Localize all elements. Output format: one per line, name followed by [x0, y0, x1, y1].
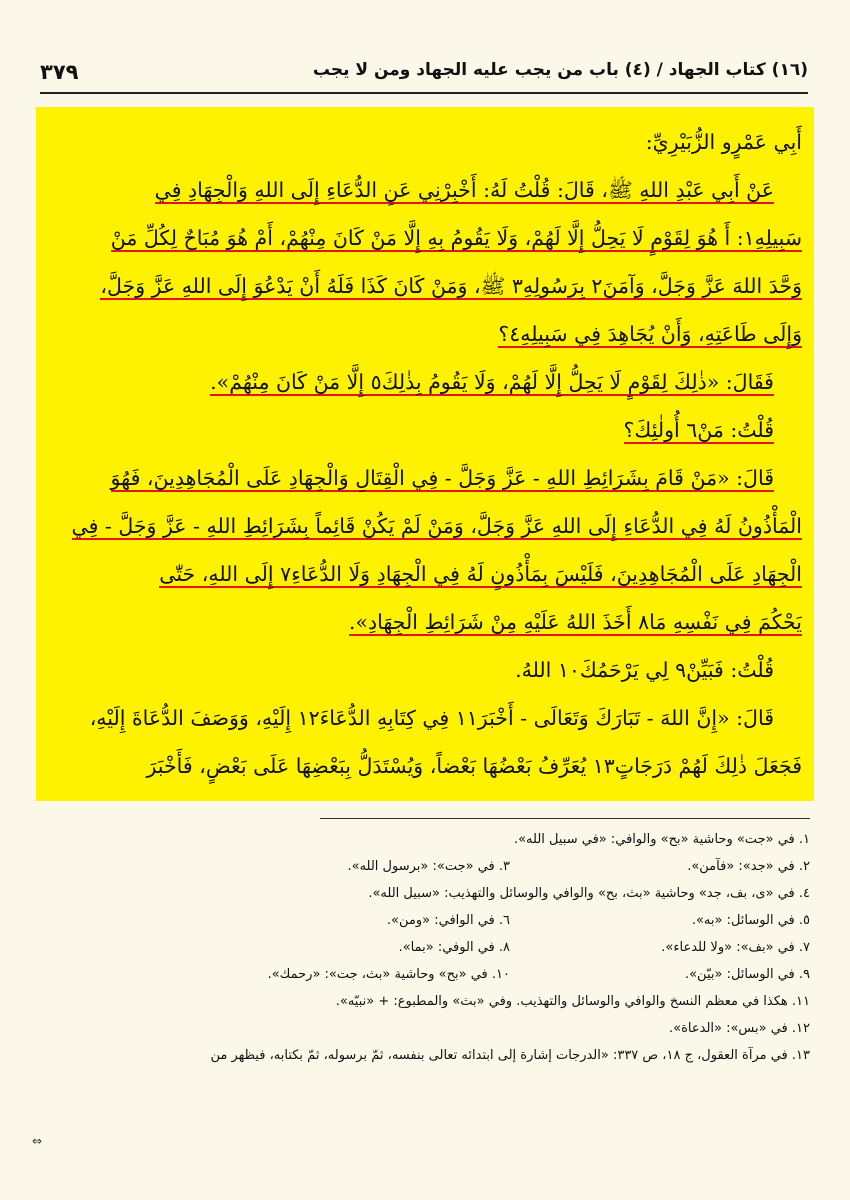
footnote-row — [40, 934, 810, 961]
footnote-row — [40, 1015, 810, 1042]
page-header — [40, 60, 808, 92]
footnote-row — [40, 907, 810, 934]
text-line-wrap — [50, 166, 802, 214]
footnote-row — [40, 880, 810, 907]
header-divider — [40, 92, 808, 94]
underlined-text-line: قَالَ: «مَنْ قَامَ بِشَرَائِطِ اللهِ - عَزَّ وَجَلَّ - فِي الْقِتَالِ وَالْجِهَادِ عَلَى الْمُجَاهِدِينَ، فَهُوَ — [110, 466, 774, 490]
footnote-7: ٧. في «بف»: «ولا للدعاء». — [661, 940, 810, 955]
footnote-2: ٢. في «جد»: «فآمن». — [687, 859, 810, 874]
underlined-text-line: سَبِيلِهِ١: أَ هُوَ لِقَوْمٍ لَا يَحِلُّ إِلَّا لَهُمْ، وَلَا يَقُومُ بِهِ إِلَّا مَنْ كَانَ مِنْهُمْ، أَمْ هُوَ مُبَاحٌ لِكُلِّ مَنْ — [110, 226, 802, 250]
underlined-text-line: يَحْكُمَ فِي نَفْسِهِ مَا٨ أَخَذَ اللهُ عَلَيْهِ مِنْ شَرَائِطِ الْجِهَادِ». — [348, 610, 802, 634]
footnote-12: ١٢. في «بس»: «الدعاة». — [669, 1021, 810, 1036]
hadith-text — [50, 118, 802, 790]
underlined-text-line: الْمَأْذُونُ لَهُ فِي الدُّعَاءِ إِلَى اللهِ عَزَّ وَجَلَّ، وَمَنْ لَمْ يَكُنْ قَائِماً بِشَرَائِطِ اللهِ - عَزَّ وَجَلَّ - فِي — [71, 514, 802, 538]
text-line: فَجَعَلَ ذٰلِكَ لَهُمْ دَرَجَاتٍ١٣ يُعَرِّفُ بَعْضُهَا بَعْضاً، وَيُسْتَدَلُّ بِبَعْضِهَا عَلَى بَعْضٍ، فَأَخْبَرَ — [146, 754, 802, 778]
text-line-wrap — [50, 454, 802, 502]
underlined-text-line: فَقَالَ: «ذٰلِكَ لِقَوْمٍ لَا يَحِلُّ إِلَّا لَهُمْ، وَلَا يَقُومُ بِذٰلِكَ٥ إِلَّا مَنْ كَانَ مِنْهُمْ». — [210, 370, 774, 394]
text-line-wrap — [50, 262, 802, 310]
footnote-13: ١٣. في مرآة العقول، ج ١٨، ص ٣٣٧: «الدرجات إشارة إلى ابتدائه تعالى بنفسه، ثمّ برسوله، ثمّ بكتابه، فيظهر من — [210, 1048, 810, 1063]
underlined-text-line: وَحَّدَ اللهَ عَزَّ وَجَلَّ، وَآمَنَ٢ بِرَسُولِهِ٣ ﷺ، وَمَنْ كَانَ كَذَا فَلَهُ أَنْ يَدْعُوَ إِلَى اللهِ عَزَّ وَجَلَّ، — [100, 274, 802, 298]
footnote-3: ٣. في «جت»: «برسول الله». — [347, 859, 510, 874]
footnote-11: ١١. هكذا في معظم النسخ والوافي والوسائل والتهذيب. وفي «بث» والمطبوع: + «نبيّه». — [335, 994, 810, 1009]
text-line-wrap — [50, 358, 802, 406]
text-line-wrap — [50, 406, 802, 454]
footnote-divider — [320, 818, 810, 819]
footnote-row — [40, 853, 810, 880]
underlined-text-line: الْجِهَادِ عَلَى الْمُجَاهِدِينَ، فَلَيْسَ بِمَأْذُونٍ لَهُ فِي الْجِهَادِ وَلَا الدُّعَاءِ٧ إِلَى اللهِ، حَتّٰى — [159, 562, 802, 586]
chapter-title: (١٦) كتاب الجهاد / (٤) باب من يجب عليه الجهاد ومن لا يجب — [312, 60, 808, 80]
text-line: قُلْتُ: فَبَيِّنْ٩ لِي يَرْحَمُكَ١٠ اللهُ. — [515, 658, 774, 682]
footnote-row — [40, 961, 810, 988]
footnote-8: ٨. في الوفي: «بما». — [398, 940, 510, 955]
footnote-1: ١. في «جت» وحاشية «بح» والوافي: «في سبيل الله». — [513, 832, 810, 847]
footnote-9: ٩. في الوسائل: «بيّن». — [684, 967, 810, 982]
text-line: قَالَ: «إِنَّ اللهَ - تَبَارَكَ وَتَعَالَى - أَخْبَرَ١١ فِي كِتَابِهِ الدُّعَاءَ١٢ إِلَيْهِ، وَوَصَفَ الدُّعَاةَ إِلَيْهِ، — [89, 706, 774, 730]
footnote-5: ٥. في الوسائل: «به». — [691, 913, 810, 928]
underlined-text-line: عَنْ أَبِي عَبْدِ اللهِ ﷺ، قَالَ: قُلْتُ لَهُ: أَخْبِرْنِي عَنِ الدُّعَاءِ إِلَى اللهِ وَالْجِهَادِ فِي — [154, 178, 774, 202]
footnote-10: ١٠. في «بح» وحاشية «بث، جت»: «رحمك». — [267, 967, 510, 982]
underlined-text-line: وَإِلَى طَاعَتِهِ، وَأَنْ يُجَاهِدَ فِي سَبِيلِهِ٤؟ — [498, 322, 802, 346]
footnote-row — [40, 826, 810, 853]
footnotes — [40, 826, 810, 1069]
page-number: ٣٧٩ — [40, 60, 79, 84]
footnote-row — [40, 1042, 810, 1069]
text-line-wrap — [50, 310, 802, 358]
text-line-wrap — [50, 502, 802, 550]
footnote-row — [40, 988, 810, 1015]
footnote-4: ٤. في «ى، بف، جد» وحاشية «بث، بح» والوافي والوسائل والتهذيب: «سبيل الله». — [368, 886, 810, 901]
text-line-wrap — [50, 214, 802, 262]
footnote-6: ٦. في الوافي: «ومن». — [386, 913, 510, 928]
text-line: أَبِي عَمْرٍو الزُّبَيْرِيِّ: — [645, 130, 802, 154]
underlined-text-line: قُلْتُ: مَنْ٦ أُولٰئِكَ؟ — [623, 418, 774, 442]
continuation-arrow-icon: ⇔ — [32, 1134, 43, 1148]
text-line-wrap — [50, 598, 802, 646]
text-line-wrap — [50, 550, 802, 598]
